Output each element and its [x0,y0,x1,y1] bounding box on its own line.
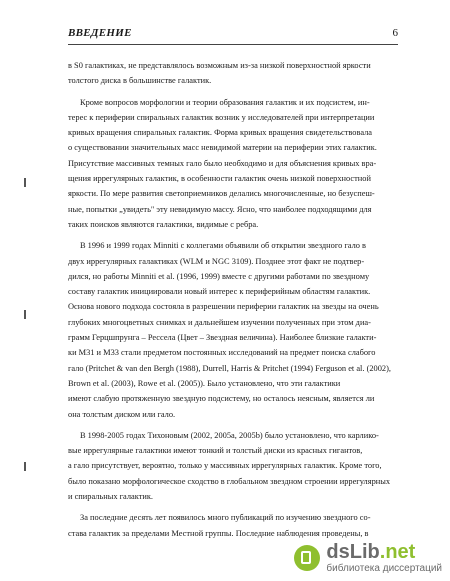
text-line: она толстым диском или гало. [68,409,176,419]
margin-mark [24,310,26,319]
text-line: За последние десять лет появилось много публикаций по изучению звездного со- [80,513,371,523]
watermark-subtitle: библиотека диссертаций [326,563,442,574]
text-line: двух иррегулярных галактиках (WLM и NGC 3109). Позднее этот факт не подтвер- [68,256,365,266]
text-line: Присутствие массивных темных гало было необходимо и для объяснения кривых вра- [68,158,377,168]
text-line: В 1998-2005 годах Тихоновым (2002, 2005a, 2005b) было установлено, что карлико- [80,430,379,440]
margin-mark [24,462,26,471]
text-line: става галактик за пределами Местной группы. Последние наблюдения проведены, в [68,528,369,538]
text-line: ки M31 и M33 стали предметом постоянных исследований на предмет поиска слабого [68,348,376,358]
header-rule [68,44,398,45]
text-line: яркости. По мере развития светоприемников делались многочисленные, но безуспеш- [68,189,375,199]
text-line: Основа нового подхода состояла в разрешении периферии галактик на звезды на очень [68,302,379,312]
text-line: о существовании значительных масс невидимой материи на периферии этих галактик. [68,143,377,153]
text-line: Brown et al. (2003), Rowe et al. (2005)). Было установлено, что эти галактики [68,378,341,388]
margin-mark [24,178,26,187]
text-line: было показано морфологическое сходство в глобальном звездном строении иррегулярных [68,476,391,486]
watermark-logo [294,542,442,574]
text-line: Кроме вопросов морфологии и теории образования галактик и их подсистем, ин- [80,97,370,107]
text-line: грамм Герцшпрунга – Рессела (Цвет – Звездная величина). Наиболее близкие галакти- [68,333,377,343]
text-line: в S0 галактиках, не представлялось возможным из-за низкой поверхностной яркости [68,61,371,70]
text-line: терес к периферии спиральных галактик возник у исследователей при интерпретации [68,112,375,122]
body-text [68,58,398,541]
book-icon [294,545,320,571]
text-line: а гало присутствует, вероятно, только у массивных иррегулярных галактик. Кроме того, [68,461,382,471]
text-line: В 1996 и 1999 годах Minniti с коллегами объявили об открытии звездного гало в [80,241,366,251]
text-line: глубоких многоцветных снимках и дальнейшем изучении полученных при этом диа- [68,317,371,327]
page-header [68,27,398,39]
text-line: толстого диска в большинстве галактик. [68,76,212,86]
page-number: 6 [392,27,398,39]
text-line: и спиральных галактик. [68,492,154,502]
text-line: кривых вращения спиральных галактик. Форма кривых вращения свидетельствовала [68,128,373,138]
text-line: вые иррегулярные галактики имеют тонкий и толстый диски из красных гигантов, [68,446,363,456]
section-title: ВВЕДЕНИЕ [68,27,132,39]
text-line: таких поисков являются галактики, видимые с ребра. [68,219,259,229]
text-line: имеют слабую протяженную звездную подсистему, но осталось неясным, является ли [68,394,375,404]
text-line: гало (Pritchet & van den Bergh (1988), Durrell, Harris & Pritchet (1994) Ferguson et al. (2002), [68,363,391,373]
text-line: ные, попытки „увидеть" эту невидимую массу. Ясно, что наиболее подходящими для [68,204,372,214]
text-line: дился, но работы Minniti et al. (1996, 1999) вместе с другими работами по звездному [68,271,370,281]
watermark-brand: dsLib.net [326,541,416,563]
text-line: щения иррегулярных галактик, в особенности галактик очень низкой поверхностной [68,174,371,184]
text-line: составу галактик инициировали новый интерес к периферийным областям галактик. [68,287,371,297]
